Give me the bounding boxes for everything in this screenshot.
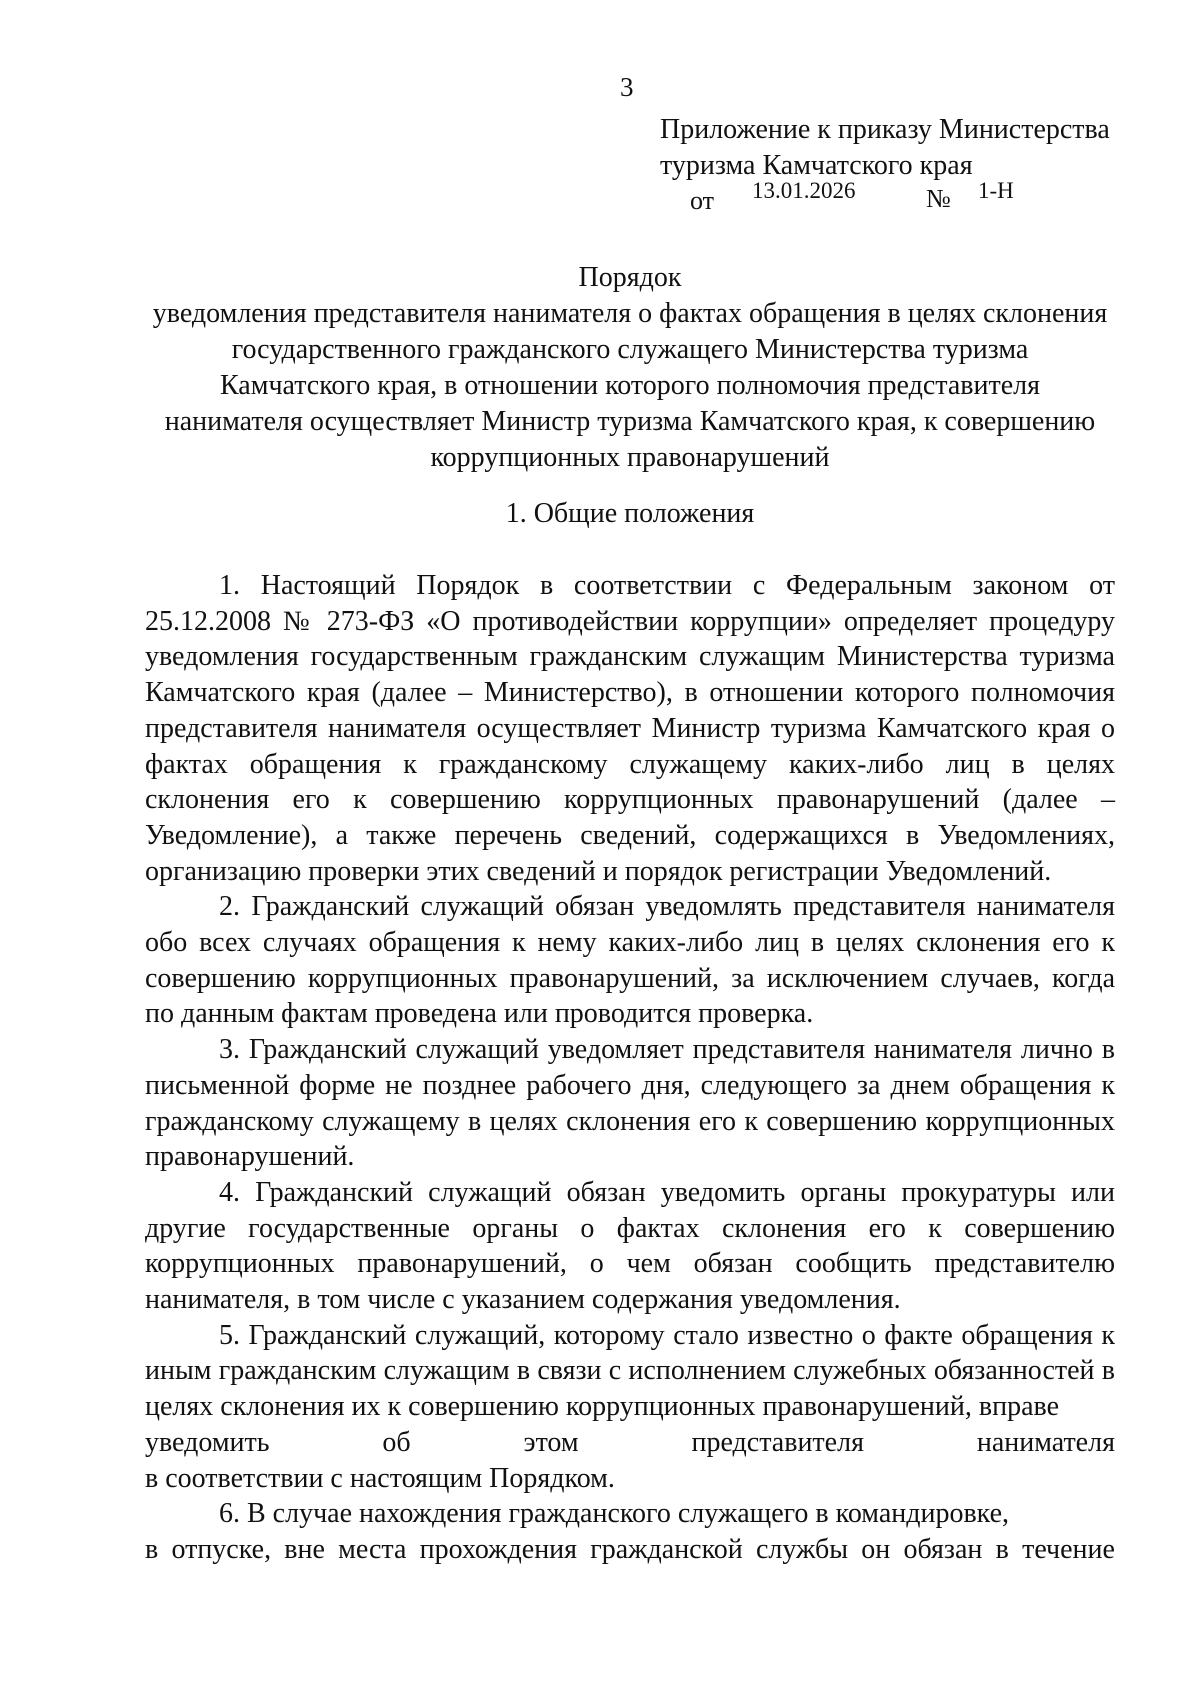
paragraph-6-word: отпуске, <box>171 1533 272 1565</box>
title-line-1: Порядок <box>578 262 682 293</box>
title-line-2: уведомления представителя нанимателя о фактах обращения в целях склонения <box>152 298 1108 329</box>
paragraph-5: 5. Гражданский служащий, которому стало известно о факте обращения к иным гражданским служащим в связи с исполнением служебных обязанностей в целях склонения их к совершению коррупционных правонарушений, вправе <box>145 1319 1115 1423</box>
document-body <box>145 568 1115 1568</box>
title-line-3: государственного гражданского служащего Министерства туризма <box>231 334 1029 365</box>
appendix-line-1: Приложение к приказу Министерства <box>660 114 1110 145</box>
order-date-label: от <box>690 186 715 215</box>
paragraph-6-word: течение <box>1022 1533 1115 1565</box>
page-number: 3 <box>620 72 634 102</box>
paragraph-6-word: прохождения <box>419 1533 578 1565</box>
appendix-header <box>660 112 1110 184</box>
paragraph-6: 6. В случае нахождения гражданского служащего в командировке, <box>219 1498 1010 1530</box>
title-line-6: коррупционных правонарушений <box>430 442 830 473</box>
appendix-order-details <box>690 178 1050 218</box>
appendix-line-2: туризма Камчатского края <box>660 150 973 181</box>
paragraph-5-word: нанимателя <box>976 1426 1115 1458</box>
paragraph-3: 3. Гражданский служащий уведомляет представителя нанимателя лично в письменной форме не позднее рабочего дня, следующего за днем обращения к гражданскому служащему в целях склонения его к совершению коррупционных правонарушений. <box>145 1034 1115 1173</box>
section-heading: 1. Общие положения <box>505 498 755 529</box>
paragraph-5-word: уведомить <box>145 1426 270 1458</box>
order-number: 1-Н <box>978 178 1014 203</box>
paragraph-5-word: представителя <box>691 1426 864 1458</box>
paragraph-5-word: этом <box>523 1426 579 1458</box>
paragraph-6-word: гражданской <box>590 1533 743 1565</box>
paragraph-6-word: в <box>145 1533 159 1565</box>
paragraph-6-word: в <box>995 1533 1009 1565</box>
order-date: 13.01.2026 <box>752 178 856 203</box>
paragraph-5-spread-line <box>145 1425 1115 1461</box>
paragraph-6-word: службы <box>756 1533 849 1565</box>
paragraph-5-word: об <box>382 1426 411 1458</box>
paragraph-6-word: вне <box>284 1533 325 1565</box>
paragraph-6-word: обязан <box>903 1533 983 1565</box>
paragraph-6-word: места <box>338 1533 407 1565</box>
title-line-5: нанимателя осуществляет Министр туризма Камчатского края, к совершению <box>164 406 1096 437</box>
document-title <box>145 260 1115 476</box>
order-number-label: № <box>926 184 951 213</box>
paragraph-1: 1. Настоящий Порядок в соответствии с Федеральным законом от 25.12.2008 № 273-ФЗ «О противодействии коррупции» определяет процедуру уведомления государственным гражданским служащим Министерства туризма Камчатского края (далее – Министерство), в отношении которого полномочия представителя нанимателя осуществляет Министр туризма Камчатского края о фактах обращения к гражданскому служащему каких-либо лиц в целях склонения его к совершению коррупционных правонарушений (далее – Уведомление), а также перечень сведений, содержащихся в Уведомлениях, организацию проверки этих сведений и порядок регистрации Уведомлений. <box>145 570 1115 887</box>
paragraph-4: 4. Гражданский служащий обязан уведомить органы прокуратуры или другие государственные органы о фактах склонения его к совершению коррупционных правонарушений, о чем обязан сообщить представителю нанимателя, в том числе с указанием содержания уведомления. <box>145 1176 1115 1316</box>
paragraph-6-word: он <box>861 1533 891 1565</box>
paragraph-5-last-line: в соответствии с настоящим Порядком. <box>145 1462 615 1494</box>
paragraph-2: 2. Гражданский служащий обязан уведомлять представителя нанимателя обо всех случаях обращения к нему каких-либо лиц в целях склонения его к совершению коррупционных правонарушений, за исключением случаев, когда по данным фактам проведена или проводится проверка. <box>145 891 1115 1030</box>
title-line-4: Камчатского края, в отношении которого полномочия представителя <box>219 370 1041 401</box>
paragraph-6-spread-line <box>145 1532 1115 1568</box>
